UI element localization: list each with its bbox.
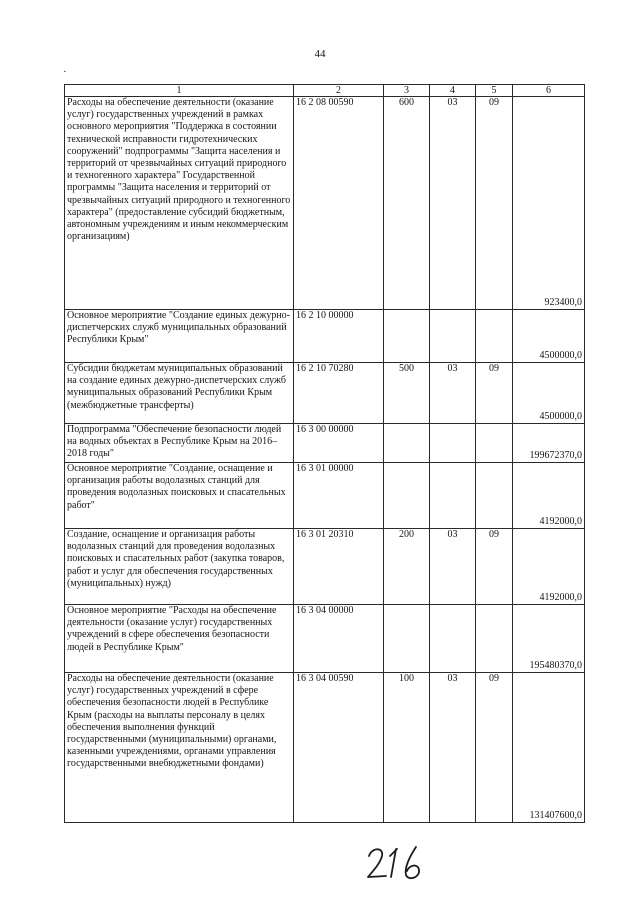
section	[430, 310, 476, 363]
amount: 4192000,0	[513, 463, 585, 529]
column-number-row	[65, 85, 585, 97]
expense-type	[384, 424, 430, 463]
section: 03	[430, 363, 476, 424]
expense-type: 200	[384, 529, 430, 605]
table-row	[65, 529, 585, 605]
amount: 4192000,0	[513, 529, 585, 605]
amount: 199672370,0	[513, 424, 585, 463]
page-number: 44	[314, 48, 326, 60]
budget-table	[64, 84, 585, 823]
expense-type: 600	[384, 97, 430, 310]
expense-name: Создание, оснащение и организация работы водолазных станций для проведения водолазных поисковых и спасательных работ (закупка товаров, работ и услуг для обеспечения государственных (муниципальных) нужд)	[65, 529, 294, 605]
expense-type	[384, 605, 430, 673]
section	[430, 424, 476, 463]
handwritten-page-number	[366, 844, 430, 886]
expense-type: 500	[384, 363, 430, 424]
expense-name: Основное мероприятие "Создание единых дежурно-диспетчерских служб муниципальных образований Республики Крым"	[65, 310, 294, 363]
subsection	[476, 605, 513, 673]
section	[430, 463, 476, 529]
target-code: 16 2 08 00590	[294, 97, 384, 310]
amount: 923400,0	[513, 97, 585, 310]
column-header: 5	[476, 85, 513, 97]
expense-name: Расходы на обеспечение деятельности (оказание услуг) государственных учреждений в сфере обеспечения безопасности людей в Республике Крым (расходы на выплаты персоналу в целях обеспечения выполнения функций государственными (муниципальными) органами, казенными учреждениями, органами управления государственными внебюджетными фондами)	[65, 673, 294, 823]
expense-name: Основное мероприятие "Расходы на обеспечение деятельности (оказание услуг) государственных учреждений в сфере обеспечения безопасности людей в Республике Крым"	[65, 605, 294, 673]
subsection	[476, 424, 513, 463]
table-row	[65, 310, 585, 363]
subsection: 09	[476, 97, 513, 310]
target-code: 16 3 01 00000	[294, 463, 384, 529]
expense-type	[384, 310, 430, 363]
table-row	[65, 424, 585, 463]
section: 03	[430, 529, 476, 605]
subsection: 09	[476, 363, 513, 424]
target-code: 16 2 10 70280	[294, 363, 384, 424]
section: 03	[430, 673, 476, 823]
target-code: 16 3 01 20310	[294, 529, 384, 605]
column-header: 2	[294, 85, 384, 97]
expense-name: Основное мероприятие "Создание, оснащение и организация работы водолазных станций для проведения водолазных поисковых и спасательных работ"	[65, 463, 294, 529]
column-header: 6	[513, 85, 585, 97]
section: 03	[430, 97, 476, 310]
subsection: 09	[476, 529, 513, 605]
expense-type: 100	[384, 673, 430, 823]
table-row	[65, 463, 585, 529]
section	[430, 605, 476, 673]
column-header: 1	[65, 85, 294, 97]
expense-name: Расходы на обеспечение деятельности (оказание услуг) государственных учреждений в рамках основного мероприятия "Поддержка в состоянии технической исправности гидротехнических сооружений" подпрограммы "Защита населения и территорий от чрезвычайных ситуаций природного и техногенного характера" Государственной программы "Защита населения и территорий от чрезвычайных ситуаций природного и техногенного характера" (предоставление субсидий бюджетным, автономным учреждениям и иным некоммерческим организациям)	[65, 97, 294, 310]
amount: 4500000,0	[513, 310, 585, 363]
column-header: 4	[430, 85, 476, 97]
subsection: 09	[476, 673, 513, 823]
target-code: 16 3 04 00000	[294, 605, 384, 673]
table-row	[65, 363, 585, 424]
target-code: 16 3 04 00590	[294, 673, 384, 823]
amount: 195480370,0	[513, 605, 585, 673]
expense-type	[384, 463, 430, 529]
subsection	[476, 310, 513, 363]
amount: 4500000,0	[513, 363, 585, 424]
target-code: 16 2 10 00000	[294, 310, 384, 363]
expense-name: Субсидии бюджетам муниципальных образований на создание единых дежурно-диспетчерских служб муниципальных образований Республики Крым (межбюджетные трансферты)	[65, 363, 294, 424]
table-row	[65, 605, 585, 673]
expense-name: Подпрограмма "Обеспечение безопасности людей на водных объектах в Республике Крым на 2016–2018 годы"	[65, 424, 294, 463]
subsection	[476, 463, 513, 529]
table-row	[65, 673, 585, 823]
table-row	[65, 97, 585, 310]
target-code: 16 3 00 00000	[294, 424, 384, 463]
column-header: 3	[384, 85, 430, 97]
scan-mark: ·	[63, 66, 67, 78]
amount: 131407600,0	[513, 673, 585, 823]
